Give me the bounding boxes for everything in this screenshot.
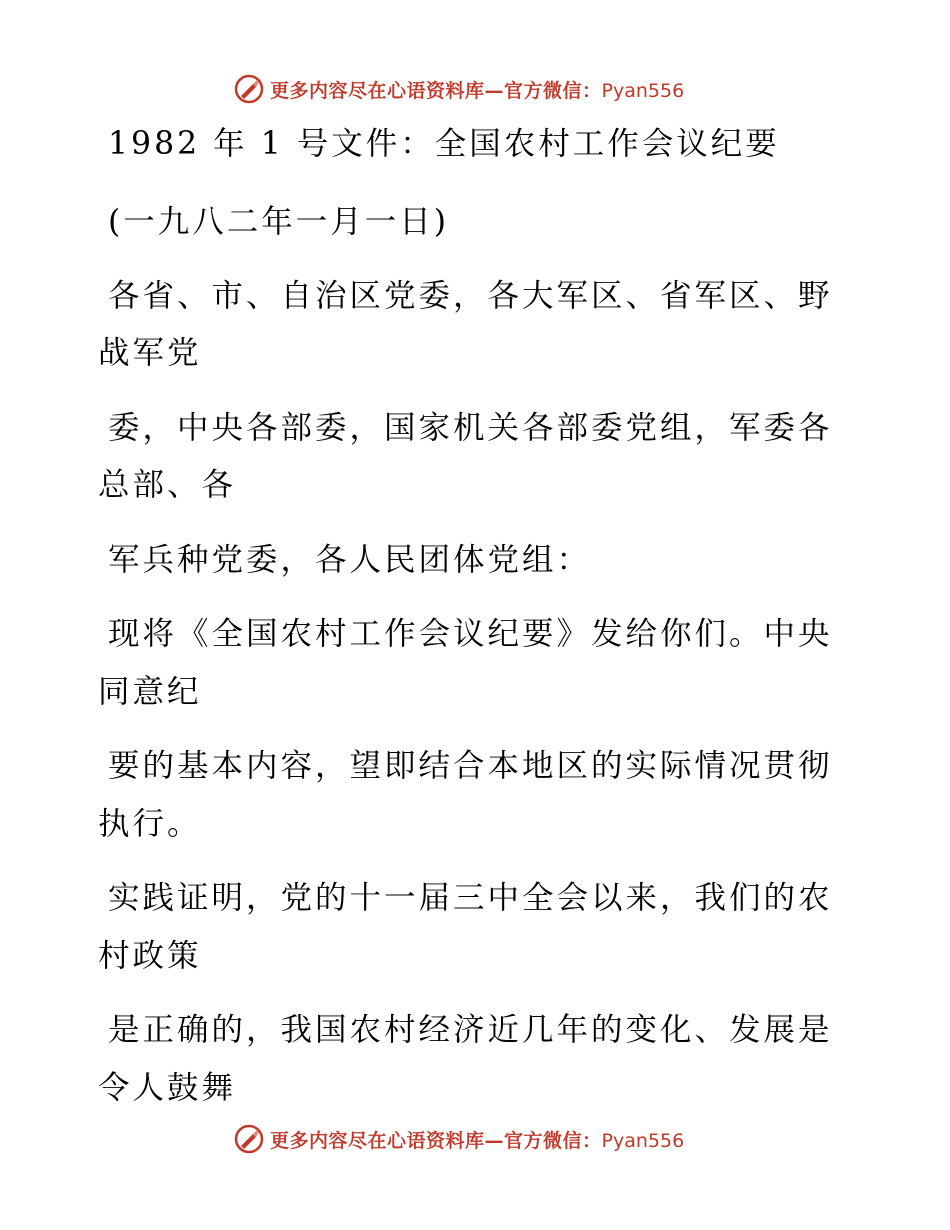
pen-nib-logo-icon	[234, 1124, 264, 1154]
text-line: 村政策	[98, 938, 202, 974]
text-line: 令人鼓舞	[98, 1070, 237, 1106]
text-line: 委，中央各部委，国家机关各部委党组，军委各	[108, 410, 833, 446]
text-line: 军兵种党委，各人民团体党组：	[108, 542, 592, 578]
pen-nib-logo-icon	[234, 74, 264, 104]
footer-watermark	[234, 1122, 734, 1156]
watermark-wechat-id: Pyan556	[601, 79, 685, 102]
text-line: 执行。	[98, 806, 202, 842]
text-line: 同意纪	[98, 674, 202, 710]
watermark-label: 更多内容尽在心语资料库—官方微信：	[270, 1129, 602, 1152]
text-line: 要的基本内容，望即结合本地区的实际情况贯彻	[108, 748, 833, 784]
watermark-label: 更多内容尽在心语资料库—官方微信：	[270, 79, 602, 102]
document-title: 1982 年 1 号文件：全国农村工作会议纪要	[108, 126, 780, 162]
header-watermark	[234, 72, 734, 106]
text-line: 总部、各	[98, 467, 237, 503]
text-line: 战军党	[98, 335, 202, 371]
text-line: 现将《全国农村工作会议纪要》发给你们。中央	[108, 616, 833, 652]
watermark-wechat-id: Pyan556	[601, 1129, 685, 1152]
text-line: 实践证明，党的十一届三中全会以来，我们的农	[108, 880, 833, 916]
text-line: 是正确的，我国农村经济近几年的变化、发展是	[108, 1012, 833, 1048]
text-line: 各省、市、自治区党委，各大军区、省军区、野	[108, 278, 833, 314]
document-date: (一九八二年一月一日)	[108, 204, 450, 240]
